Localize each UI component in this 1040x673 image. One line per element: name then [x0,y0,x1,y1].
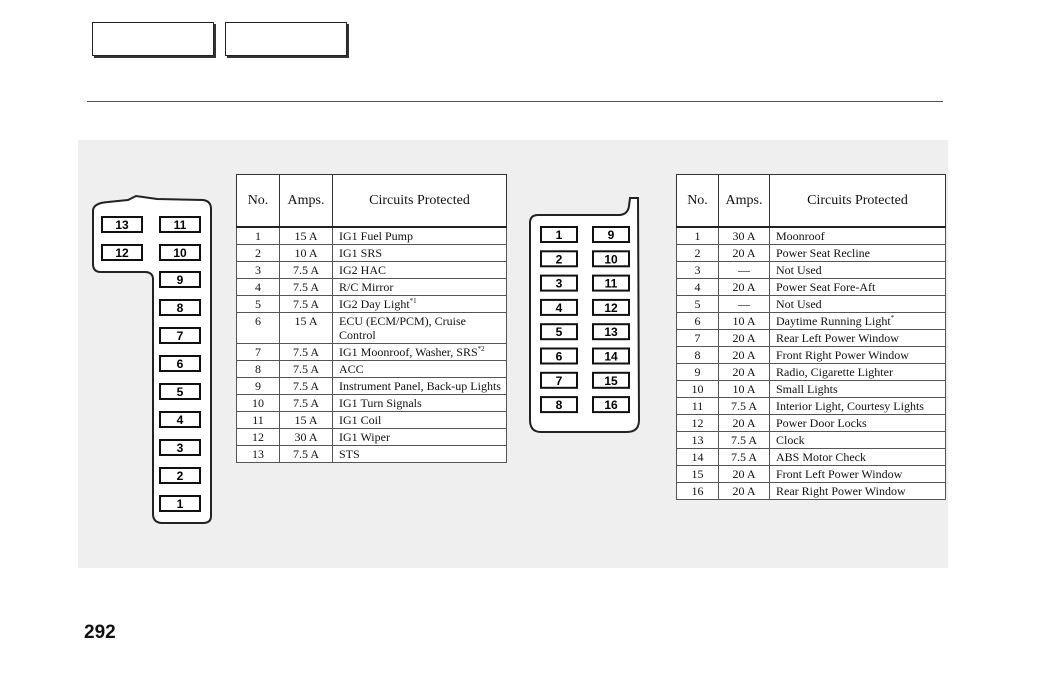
cell-amps: 7.5 A [719,449,770,466]
table-row [237,344,507,361]
fuse-box-right-slot [593,324,629,339]
cell-amps: 15 A [280,412,333,429]
cell-circuit: ABS Motor Check [770,449,946,466]
fuse-slot-label: 16 [604,398,618,413]
fuse-slot-label: 6 [555,349,563,364]
page-number: 292 [84,622,116,643]
cell-amps: 10 A [719,381,770,398]
cell-no: 4 [677,279,719,296]
cell-circuit: IG1 Wiper [333,429,507,446]
cell-no: 7 [237,344,280,361]
fuse-slot-label: 4 [176,413,184,427]
fuse-box-left-slot [160,328,200,343]
fuse-box-left-slot [160,300,200,315]
fuse-slot-label: 2 [555,252,563,267]
cell-circuit: Rear Left Power Window [770,330,946,347]
fuse-box-right-slot [593,276,629,291]
cell-amps: 20 A [719,330,770,347]
cell-amps: 20 A [719,415,770,432]
fuse-table-right [676,174,946,500]
table-row [677,381,946,398]
table-row [677,466,946,483]
cell-circuit: STS [333,446,507,463]
cell-no: 12 [237,429,280,446]
cell-amps: 20 A [719,483,770,500]
col-header-no: No. [677,175,719,228]
footnote-mark: * [890,314,895,322]
table-row [237,395,507,412]
fuse-slot-label: 8 [176,301,184,315]
fuse-box-right-slot [541,349,577,364]
cell-circuit: Power Door Locks [770,415,946,432]
cell-amps: 7.5 A [280,361,333,378]
fuse-box-left-slot [160,468,200,483]
cell-amps: 30 A [280,429,333,446]
fuse-box-right-slot [541,373,577,388]
cell-no: 1 [677,227,719,245]
table-row [677,245,946,262]
table-row [237,245,507,262]
table-row [677,227,946,245]
fuse-slot-label: 4 [555,300,563,315]
fuse-box-left-slot [102,245,142,260]
cell-no: 14 [677,449,719,466]
fuse-box-right-slot [541,300,577,315]
fuse-slot-label: 10 [604,252,618,267]
fuse-box-left-slot [160,245,200,260]
cell-circuit: R/C Mirror [333,279,507,296]
cell-no: 2 [237,245,280,262]
table-row [677,262,946,279]
table-row [677,296,946,313]
fuse-slot-label: 11 [173,218,187,232]
fuse-box-left-slot [160,384,200,399]
fuse-slot-label: 12 [115,246,129,260]
cell-circuit: Not Used [770,296,946,313]
fuse-slot-label: 12 [604,300,618,315]
cell-circuit: IG2 HAC [333,262,507,279]
cell-circuit: Front Right Power Window [770,347,946,364]
cell-amps: 7.5 A [280,296,333,313]
cell-circuit: Not Used [770,262,946,279]
fuse-slot-label: 1 [176,497,184,511]
table-row [677,313,946,330]
cell-no: 5 [677,296,719,313]
cell-circuit: Power Seat Fore-Aft [770,279,946,296]
table-row [677,483,946,500]
cell-no: 10 [677,381,719,398]
cell-circuit: Interior Light, Courtesy Lights [770,398,946,415]
cell-amps: — [719,262,770,279]
cell-amps: 7.5 A [280,344,333,361]
fuse-slot-label: 13 [115,218,129,232]
cell-amps: 15 A [280,313,333,344]
fuse-slot-label: 10 [173,246,187,260]
cell-circuit: Front Left Power Window [770,466,946,483]
cell-circuit: IG1 SRS [333,245,507,262]
cell-no: 6 [677,313,719,330]
cell-no: 6 [237,313,280,344]
cell-no: 10 [237,395,280,412]
fuse-slot-label: 1 [555,228,563,242]
cell-amps: 20 A [719,279,770,296]
fuse-box-right-slot [593,251,629,266]
fuse-slot-label: 9 [607,228,615,242]
cell-amps: 30 A [719,227,770,245]
fuse-box-right-slot [541,251,577,266]
fuse-box-right-slot [593,300,629,315]
fuse-slot-label: 2 [176,469,184,483]
cell-amps: — [719,296,770,313]
fuse-box-right-slot [541,324,577,339]
cell-no: 15 [677,466,719,483]
cell-circuit: IG1 Fuel Pump [333,227,507,245]
cell-amps: 20 A [719,245,770,262]
fuse-table-left [236,174,507,463]
table-row [237,429,507,446]
fuse-slot-label: 3 [176,441,184,455]
fuse-slot-label: 13 [604,325,618,340]
cell-amps: 7.5 A [280,262,333,279]
cell-amps: 7.5 A [719,398,770,415]
cell-amps: 20 A [719,466,770,483]
cell-no: 8 [237,361,280,378]
table-row [677,398,946,415]
cell-no: 13 [677,432,719,449]
fuse-slot-label: 3 [555,276,563,291]
cell-circuit: IG2 Day Light$^{*1}$ [333,296,507,313]
fuse-box-left-slot [160,412,200,427]
cell-no: 11 [677,398,719,415]
cell-no: 4 [237,279,280,296]
cell-circuit: IG1 Turn Signals [333,395,507,412]
cell-no: 5 [237,296,280,313]
cell-no: 12 [677,415,719,432]
cell-no: 11 [237,412,280,429]
table-row [237,227,507,245]
cell-no: 8 [677,347,719,364]
fuse-slot-label: 15 [604,373,618,388]
col-header-no: No. [237,175,280,228]
table-row [237,361,507,378]
fuse-slot-label: 8 [555,398,563,413]
fuse-slot-label: 14 [604,349,618,364]
table-row [677,279,946,296]
cell-circuit: ACC [333,361,507,378]
cell-circuit: Daytime Running Light* [770,313,946,330]
col-header-circuits: Circuits Protected [333,175,507,228]
cell-no: 2 [677,245,719,262]
fuse-slot-label: 7 [555,373,563,388]
fuse-box-left-slot [160,356,200,371]
col-header-amps: Amps. [280,175,333,228]
fuse-box-right-slot [593,227,629,242]
table-row [677,364,946,381]
cell-no: 9 [237,378,280,395]
cell-amps: 10 A [719,313,770,330]
cell-no: 16 [677,483,719,500]
fuse-slot-label: 9 [176,273,184,287]
col-header-circuits: Circuits Protected [770,175,946,228]
table-row [237,313,507,344]
fuse-box-right-slot [593,397,629,412]
table-row [677,432,946,449]
fuse-box-left-slot [160,272,200,287]
cell-no: 7 [677,330,719,347]
cell-no: 1 [237,227,280,245]
fuse-box-right-slot [593,373,629,388]
fuse-slot-label: 11 [604,276,618,291]
cell-no: 13 [237,446,280,463]
cell-amps: 20 A [719,347,770,364]
cell-circuit: IG1 Coil [333,412,507,429]
fuse-box-right-slot [541,397,577,412]
fuse-box-right-slot [593,349,629,364]
table-row [237,279,507,296]
table-row [677,449,946,466]
table-row [237,296,507,313]
table-row [237,412,507,429]
fuse-box-left-slot [160,496,200,511]
cell-amps: 7.5 A [280,446,333,463]
fuse-box-right-slot [541,276,577,291]
cell-no: 9 [677,364,719,381]
fuse-slot-label: 5 [176,385,184,399]
cell-amps: 7.5 A [280,395,333,412]
footnote-mark: *2 [477,345,485,353]
table-row [237,378,507,395]
fuse-slot-label: 7 [176,329,184,343]
table-row [677,330,946,347]
table-row [237,446,507,463]
col-header-amps: Amps. [719,175,770,228]
cell-amps: 7.5 A [280,378,333,395]
table-row [237,262,507,279]
cell-circuit: Small Lights [770,381,946,398]
fuse-slot-label: 5 [555,325,563,340]
fuse-box-left-slot [160,217,200,232]
table-row [677,415,946,432]
cell-circuit: Radio, Cigarette Lighter [770,364,946,381]
cell-amps: 7.5 A [719,432,770,449]
cell-circuit: Clock [770,432,946,449]
fuse-box-left-slot [160,440,200,455]
cell-amps: 7.5 A [280,279,333,296]
cell-circuit: Power Seat Recline [770,245,946,262]
cell-circuit: Rear Right Power Window [770,483,946,500]
cell-no: 3 [237,262,280,279]
cell-circuit: IG1 Moonroof, Washer, SRS$^{*2}$ [333,344,507,361]
cell-circuit: Moonroof [770,227,946,245]
cell-no: 3 [677,262,719,279]
cell-amps: 15 A [280,227,333,245]
fuse-box-left-slot [102,217,142,232]
cell-amps: 10 A [280,245,333,262]
footnote-mark: *1 [409,297,417,305]
fuse-slot-label: 6 [176,357,184,371]
cell-circuit: Instrument Panel, Back-up Lights [333,378,507,395]
cell-circuit: ECU (ECM/PCM), Cruise Control [333,313,507,344]
cell-amps: 20 A [719,364,770,381]
table-row [677,347,946,364]
fuse-box-right-slot [541,227,577,242]
